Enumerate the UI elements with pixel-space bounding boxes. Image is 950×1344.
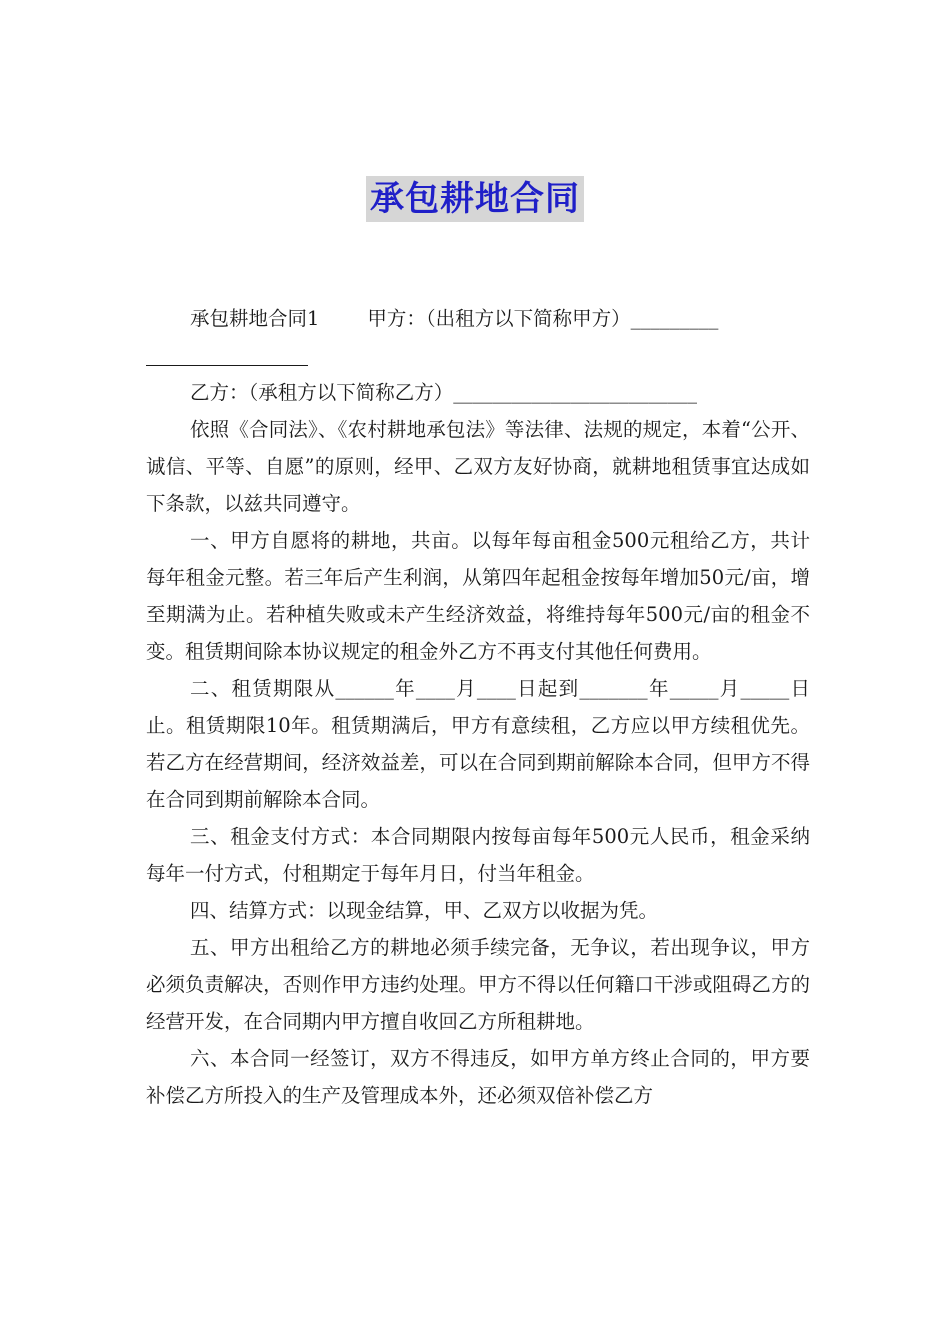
party-a-text: 甲方：（出租方以下简称甲方）_________ (367, 307, 719, 330)
document-body (146, 300, 810, 1114)
document-title: 承包耕地合同 (366, 176, 584, 222)
clause-2: 二、租赁期限从______年____月____日起到_______年_____月_____日止。租赁期限10年。租赁期满后，甲方有意续租，乙方应以甲方续租优先。若乙方在经营期间，经济效益差，可以在合同到期前解除本合同，但甲方不得在合同到期前解除本合同。 (146, 677, 810, 811)
party-a-line (146, 300, 810, 337)
clause-4: 四、结算方式：以现金结算，甲、乙双方以收据为凭。 (190, 899, 659, 922)
title-wrap (0, 176, 950, 222)
clause-5: 五、甲方出租给乙方的耕地必须手续完备，无争议，若出现争议，甲方必须负责解决，否则作甲方违约处理。甲方不得以任何籍口干涉或阻碍乙方的经营开发，在合同期内甲方擅自收回乙方所租耕地。 (146, 936, 810, 1033)
clause-6: 六、本合同一经签订，双方不得违反，如甲方单方终止合同的，甲方要补偿乙方所投入的生产及管理成本外，还必须双倍补偿乙方 (146, 1047, 810, 1107)
clause-1: 一、甲方自愿将的耕地，共亩。以每年每亩租金500元租给乙方，共计每年租金元整。若三年后产生利润，从第四年起租金按每年增加50元/亩，增至期满为止。若种植失败或未产生经济效益，将维持每年500元/亩的租金不变。租赁期间除本协议规定的租金外乙方不再支付其他任何费用。 (146, 529, 810, 663)
preamble-paragraph: 依照《合同法》、《农村耕地承包法》等法律、法规的规定，本着“公开、诚信、平等、自愿”的原则，经甲、乙双方友好协商，就耕地租赁事宜达成如下条款，以兹共同遵守。 (146, 418, 810, 515)
party-a-blank (146, 337, 810, 374)
blank-underline (146, 365, 308, 366)
party-b-line: 乙方：（承租方以下简称乙方）_________________________ (190, 381, 698, 404)
heading-number: 承包耕地合同1 (190, 307, 320, 330)
clause-3: 三、租金支付方式：本合同期限内按每亩每年500元人民币，租金采纳每年一付方式，付租期定于每年月日，付当年租金。 (146, 825, 810, 885)
